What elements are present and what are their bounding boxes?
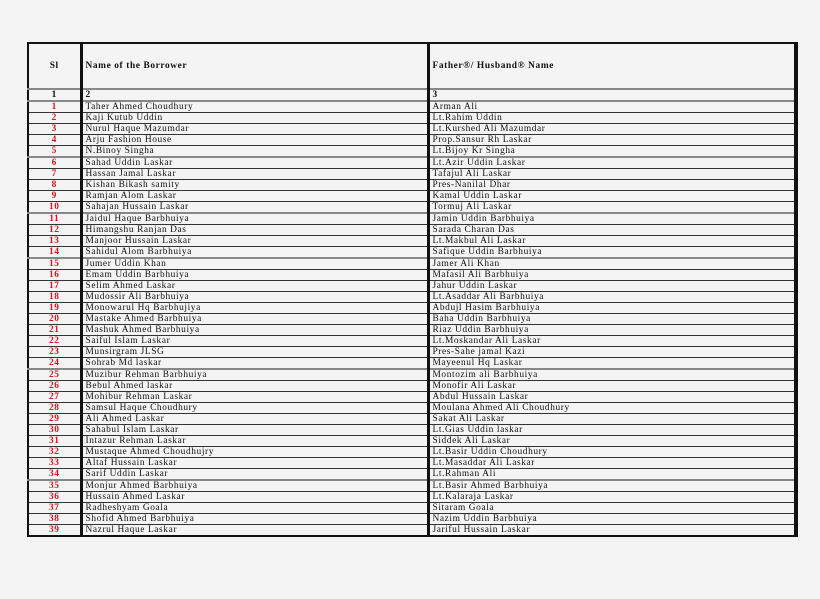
father-husband-name-cell: Lt.Rahim Uddin bbox=[428, 113, 796, 124]
table-row bbox=[28, 358, 796, 370]
serial-number-cell: 2 bbox=[28, 113, 81, 124]
header-borrower-name: Name of the Borrower bbox=[81, 43, 428, 89]
serial-number-cell: 37 bbox=[28, 503, 81, 514]
table-row bbox=[28, 414, 796, 425]
serial-number-cell: 14 bbox=[28, 247, 81, 259]
father-husband-name-cell: Kamal Uddin Laskar bbox=[428, 191, 796, 202]
father-husband-name-cell: Safique Uddin Barbhuiya bbox=[428, 247, 796, 259]
borrower-name-cell: Mashuk Ahmed Barbhuiya bbox=[81, 325, 428, 336]
table-row bbox=[28, 325, 796, 336]
header-row bbox=[28, 43, 796, 89]
table-row bbox=[28, 525, 796, 537]
table-row bbox=[28, 169, 796, 180]
father-husband-name-cell: Jahur Uddin Laskar bbox=[428, 281, 796, 292]
serial-number-cell: 22 bbox=[28, 336, 81, 347]
serial-number-cell: 5 bbox=[28, 146, 81, 158]
serial-number-cell: 13 bbox=[28, 236, 81, 247]
borrower-name-cell: Monowarul Hq Barbhujiya bbox=[81, 303, 428, 314]
borrower-name-cell: Jaidul Haque Barbhuiya bbox=[81, 213, 428, 225]
table-row bbox=[28, 369, 796, 381]
borrower-name-cell: Sahidul Alom Barbhuiya bbox=[81, 247, 428, 259]
serial-number-cell: 20 bbox=[28, 314, 81, 325]
table-row bbox=[28, 503, 796, 514]
borrower-name-cell: Sarif Uddin Laskar bbox=[81, 469, 428, 481]
father-husband-name-cell: Sakat Ali Laskar bbox=[428, 414, 796, 425]
father-husband-name-cell: Sitaram Goala bbox=[428, 503, 796, 514]
serial-number-cell: 33 bbox=[28, 458, 81, 469]
serial-number-cell: 26 bbox=[28, 381, 81, 392]
father-husband-name-cell: Lt.Rahman Ali bbox=[428, 469, 796, 481]
table-row bbox=[28, 236, 796, 247]
serial-number-cell: 35 bbox=[28, 480, 81, 492]
serial-number-cell: 4 bbox=[28, 135, 81, 146]
table-row bbox=[28, 436, 796, 447]
borrower-name-cell: Sahabul Islam Laskar bbox=[81, 425, 428, 436]
serial-number-cell: 9 bbox=[28, 191, 81, 202]
father-husband-name-cell: Tormuj Ali Laskar bbox=[428, 202, 796, 214]
borrower-name-cell: Saiful Islam Laskar bbox=[81, 336, 428, 347]
serial-number-cell: 11 bbox=[28, 213, 81, 225]
borrower-name-cell: Selim Ahmed Laskar bbox=[81, 281, 428, 292]
serial-number-cell: 36 bbox=[28, 492, 81, 503]
father-husband-name-cell: Jamin Uddin Barbhuiya bbox=[428, 213, 796, 225]
borrower-name-cell: Mastake Ahmed Barbhuiya bbox=[81, 314, 428, 325]
column-index-2: 2 bbox=[81, 89, 428, 101]
serial-number-cell: 39 bbox=[28, 525, 81, 537]
table-row bbox=[28, 135, 796, 146]
borrower-name-cell: Shofid Ahmed Barbhuiya bbox=[81, 514, 428, 525]
header-father-husband-name: Father®/ Husband® Name bbox=[428, 43, 796, 89]
borrower-name-cell: Taher Ahmed Choudhury bbox=[81, 101, 428, 113]
father-husband-name-cell: Moulana Ahmed Ali Choudhury bbox=[428, 403, 796, 414]
borrower-name-cell: Ali Ahmed Laskar bbox=[81, 414, 428, 425]
table-row bbox=[28, 381, 796, 392]
table-row bbox=[28, 213, 796, 225]
father-husband-name-cell: Lt.Asaddar Ali Barbhuiya bbox=[428, 292, 796, 303]
borrower-name-cell: Kishan Bikash samity bbox=[81, 180, 428, 191]
father-husband-name-cell: Abdujl Hasim Barbhuiya bbox=[428, 303, 796, 314]
table-row bbox=[28, 101, 796, 113]
borrower-name-cell: Emam Uddin Barbhuiya bbox=[81, 270, 428, 281]
father-husband-name-cell: Lt.Basir Ahmed Barbhuiya bbox=[428, 480, 796, 492]
borrower-name-cell: Sahajan Hussain Laskar bbox=[81, 202, 428, 214]
borrower-name-cell: Arju Fashion House bbox=[81, 135, 428, 146]
borrower-name-cell: Altaf Hussain Laskar bbox=[81, 458, 428, 469]
serial-number-cell: 24 bbox=[28, 358, 81, 370]
table-row bbox=[28, 480, 796, 492]
serial-number-cell: 10 bbox=[28, 202, 81, 214]
table-row bbox=[28, 180, 796, 191]
table-row bbox=[28, 146, 796, 158]
serial-number-cell: 18 bbox=[28, 292, 81, 303]
serial-number-cell: 28 bbox=[28, 403, 81, 414]
father-husband-name-cell: Pres-Sahe jamal Kazi bbox=[428, 347, 796, 358]
serial-number-cell: 17 bbox=[28, 281, 81, 292]
column-index-row bbox=[28, 89, 796, 101]
table-row bbox=[28, 469, 796, 481]
serial-number-cell: 32 bbox=[28, 447, 81, 458]
father-husband-name-cell: Mayeenul Hq Laskar bbox=[428, 358, 796, 370]
table-row bbox=[28, 247, 796, 259]
father-husband-name-cell: Pres-Nanilal Dhar bbox=[428, 180, 796, 191]
serial-number-cell: 15 bbox=[28, 258, 81, 270]
borrower-name-cell: Intazur Rehman Laskar bbox=[81, 436, 428, 447]
borrower-name-cell: Manjoor Hussain Laskar bbox=[81, 236, 428, 247]
table-row bbox=[28, 292, 796, 303]
father-husband-name-cell: Nazim Uddin Barbhuiya bbox=[428, 514, 796, 525]
serial-number-cell: 31 bbox=[28, 436, 81, 447]
table-row bbox=[28, 113, 796, 124]
borrower-name-cell: Kaji Kutub Uddin bbox=[81, 113, 428, 124]
serial-number-cell: 7 bbox=[28, 169, 81, 180]
borrower-name-cell: Radheshyam Goala bbox=[81, 503, 428, 514]
serial-number-cell: 6 bbox=[28, 157, 81, 169]
borrower-name-cell: Ramjan Alom Laskar bbox=[81, 191, 428, 202]
header-serial: Sl bbox=[28, 43, 81, 89]
father-husband-name-cell: Lt.Azir Uddin Laskar bbox=[428, 157, 796, 169]
father-husband-name-cell: Montozim ali Barbhuiya bbox=[428, 369, 796, 381]
table-row bbox=[28, 157, 796, 169]
borrower-list-sheet bbox=[27, 42, 795, 537]
serial-number-cell: 3 bbox=[28, 124, 81, 135]
father-husband-name-cell: Lt.Kalaraja Laskar bbox=[428, 492, 796, 503]
father-husband-name-cell: Arman Ali bbox=[428, 101, 796, 113]
borrower-name-cell: Monjur Ahmed Barbhuiya bbox=[81, 480, 428, 492]
father-husband-name-cell: Sarada Charan Das bbox=[428, 225, 796, 236]
borrower-name-cell: Hussain Ahmed Laskar bbox=[81, 492, 428, 503]
table-row bbox=[28, 403, 796, 414]
table-row bbox=[28, 314, 796, 325]
father-husband-name-cell: Lt.Kurshed Ali Mazumdar bbox=[428, 124, 796, 135]
father-husband-name-cell: Lt.Bijoy Kr Singha bbox=[428, 146, 796, 158]
serial-number-cell: 30 bbox=[28, 425, 81, 436]
table-row bbox=[28, 202, 796, 214]
table-row bbox=[28, 303, 796, 314]
borrower-name-cell: Mohibur Rehman Laskar bbox=[81, 392, 428, 403]
serial-number-cell: 16 bbox=[28, 270, 81, 281]
father-husband-name-cell: Monofir Ali Laskar bbox=[428, 381, 796, 392]
borrower-name-cell: Mudossir Ali Barbhuiya bbox=[81, 292, 428, 303]
borrower-name-cell: Mustaque Ahmed Choudhujry bbox=[81, 447, 428, 458]
table-row bbox=[28, 347, 796, 358]
father-husband-name-cell: Lt.Makbul Ali Laskar bbox=[428, 236, 796, 247]
table-row bbox=[28, 281, 796, 292]
table-row bbox=[28, 492, 796, 503]
table-row bbox=[28, 124, 796, 135]
borrower-name-cell: Bebul Ahmed laskar bbox=[81, 381, 428, 392]
borrower-name-cell: Muzibur Rehman Barbhuiya bbox=[81, 369, 428, 381]
table-row bbox=[28, 225, 796, 236]
serial-number-cell: 38 bbox=[28, 514, 81, 525]
serial-number-cell: 29 bbox=[28, 414, 81, 425]
borrower-name-cell: Munsirgram JLSG bbox=[81, 347, 428, 358]
father-husband-name-cell: Siddek Ali Laskar bbox=[428, 436, 796, 447]
serial-number-cell: 1 bbox=[28, 101, 81, 113]
serial-number-cell: 19 bbox=[28, 303, 81, 314]
father-husband-name-cell: Mafasil Ali Barbhuiya bbox=[428, 270, 796, 281]
serial-number-cell: 27 bbox=[28, 392, 81, 403]
serial-number-cell: 34 bbox=[28, 469, 81, 481]
table-row bbox=[28, 270, 796, 281]
father-husband-name-cell: Lt.Gias Uddin laskar bbox=[428, 425, 796, 436]
serial-number-cell: 12 bbox=[28, 225, 81, 236]
father-husband-name-cell: Tafajul Ali Laskar bbox=[428, 169, 796, 180]
borrower-name-cell: Nurul Haque Mazumdar bbox=[81, 124, 428, 135]
borrower-name-cell: Samsul Haque Choudhury bbox=[81, 403, 428, 414]
borrower-name-cell: Himangshu Ranjan Das bbox=[81, 225, 428, 236]
father-husband-name-cell: Baha Uddin Barbhuiya bbox=[428, 314, 796, 325]
father-husband-name-cell: Lt.Moskandar Ali Laskar bbox=[428, 336, 796, 347]
serial-number-cell: 23 bbox=[28, 347, 81, 358]
table-row bbox=[28, 514, 796, 525]
table-row bbox=[28, 425, 796, 436]
father-husband-name-cell: Prop.Sansur Rh Laskar bbox=[428, 135, 796, 146]
father-husband-name-cell: Lt.Basir Uddin Choudhury bbox=[428, 447, 796, 458]
father-husband-name-cell: Lt.Masaddar Ali Laskar bbox=[428, 458, 796, 469]
borrower-name-cell: Sohrab Md laskar bbox=[81, 358, 428, 370]
father-husband-name-cell: Abdul Hussain Laskar bbox=[428, 392, 796, 403]
table-row bbox=[28, 447, 796, 458]
borrower-name-cell: Jumer Uddin Khan bbox=[81, 258, 428, 270]
table-row bbox=[28, 258, 796, 270]
father-husband-name-cell: Jariful Hussain Laskar bbox=[428, 525, 796, 537]
serial-number-cell: 8 bbox=[28, 180, 81, 191]
father-husband-name-cell: Riaz Uddin Barbhuiya bbox=[428, 325, 796, 336]
borrower-table bbox=[27, 42, 798, 537]
column-index-1: 1 bbox=[28, 89, 81, 101]
serial-number-cell: 25 bbox=[28, 369, 81, 381]
borrower-name-cell: Nazrul Haque Laskar bbox=[81, 525, 428, 537]
table-body bbox=[28, 89, 796, 536]
table-row bbox=[28, 336, 796, 347]
serial-number-cell: 21 bbox=[28, 325, 81, 336]
column-index-3: 3 bbox=[428, 89, 796, 101]
borrower-name-cell: N.Binoy Singha bbox=[81, 146, 428, 158]
table-row bbox=[28, 392, 796, 403]
father-husband-name-cell: Jamer Ali Khan bbox=[428, 258, 796, 270]
table-row bbox=[28, 191, 796, 202]
borrower-name-cell: Sahad Uddin Laskar bbox=[81, 157, 428, 169]
borrower-name-cell: Hassan Jamal Laskar bbox=[81, 169, 428, 180]
table-row bbox=[28, 458, 796, 469]
